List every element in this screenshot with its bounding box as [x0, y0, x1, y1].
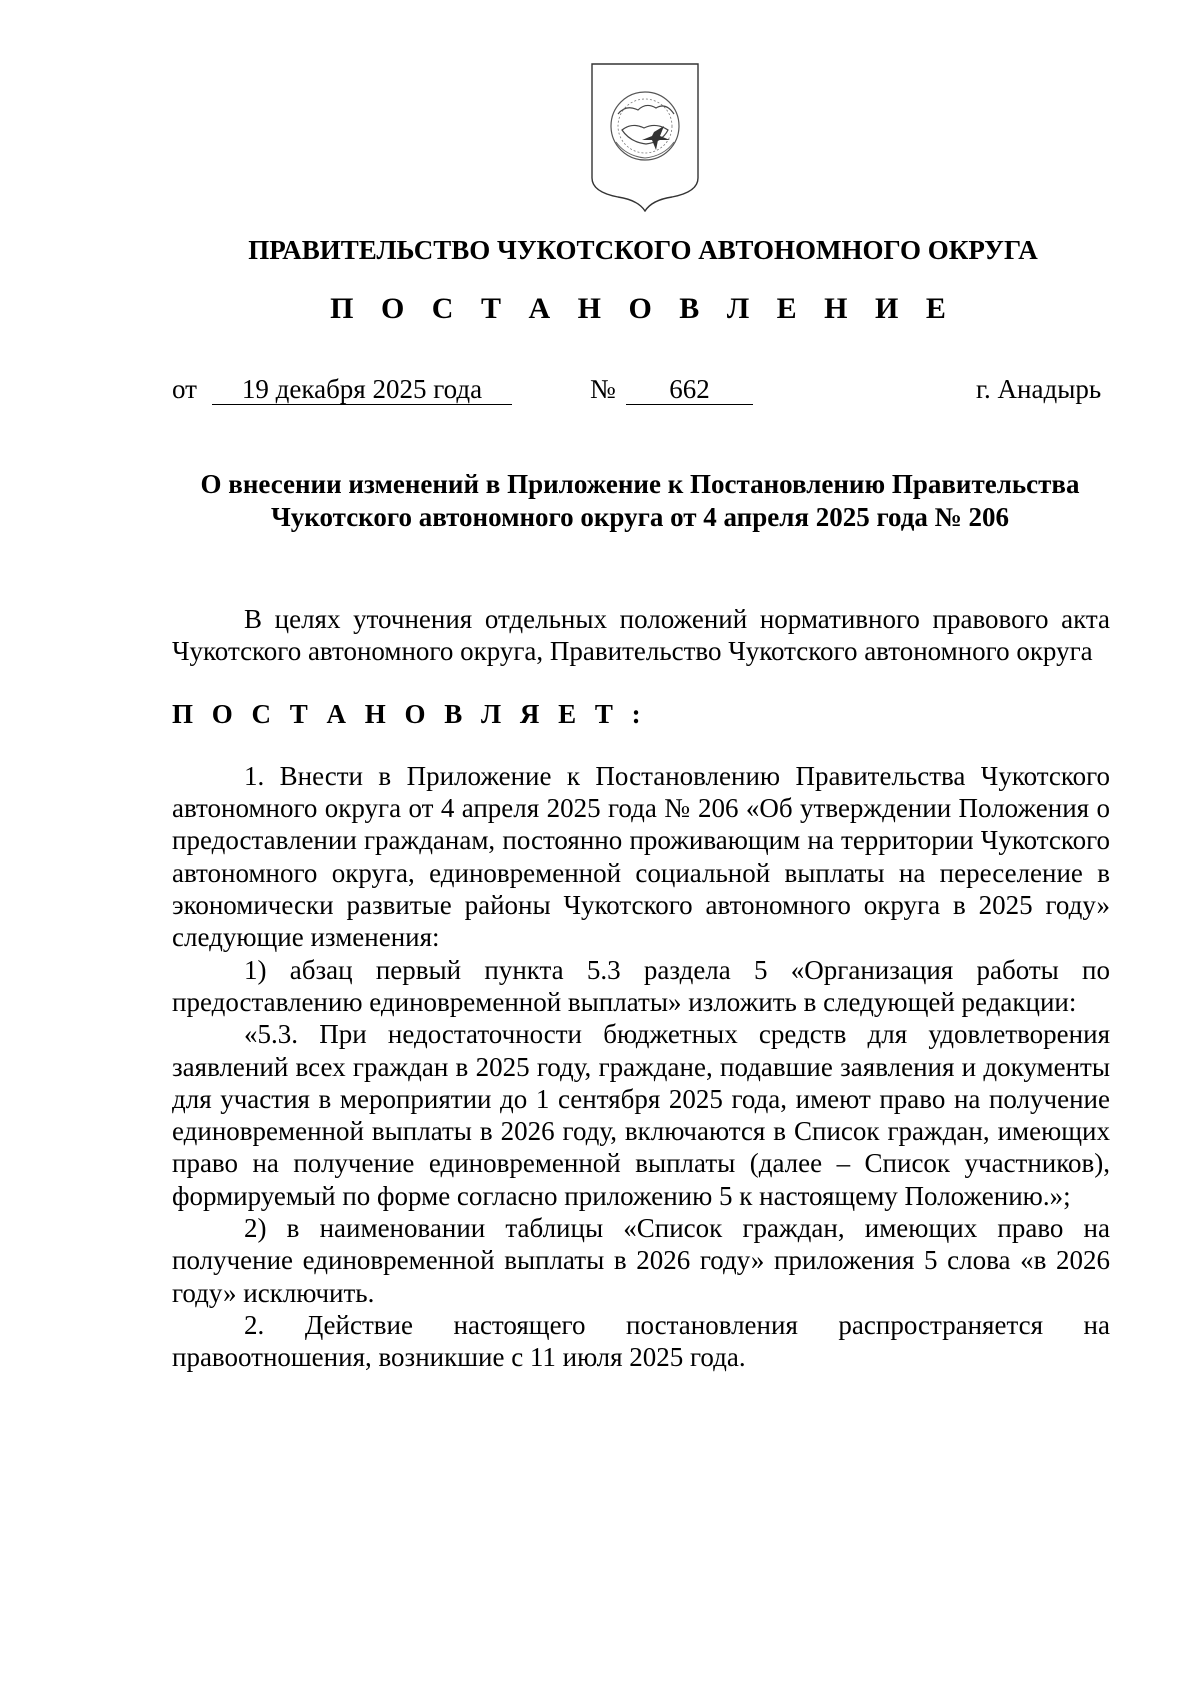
city: г. Анадырь [976, 374, 1102, 404]
date-prefix: от [172, 374, 197, 404]
document-body [172, 603, 1110, 1374]
paragraph-1: 1. Внести в Приложение к Постановлению Правительства Чукотского автономного округа от 4 апреля 2025 года № 206 «Об утверждении Положения о предоставлении гражданам, постоянно проживающим на территории Чукотского автономного округа, единовременной социальной выплаты на переселение в экономически развитые районы Чукотского автономного округа в 2025 году» следующие изменения: [172, 760, 1110, 953]
document-date: 19 декабря 2025 года [212, 374, 512, 405]
document-type-heading: П О С Т А Н О В Л Е Н И Е [330, 292, 956, 325]
title-line-1: О внесении изменений в Приложение к Постановлению Правительства [200, 469, 1080, 499]
document-title [160, 468, 1120, 534]
paragraph-2: 2. Действие настоящего постановления распространяется на правоотношения, возникшие с 11 июля 2025 года. [172, 1309, 1110, 1373]
organization-heading: ПРАВИТЕЛЬСТВО ЧУКОТСКОГО АВТОНОМНОГО ОКРУГА [248, 235, 1038, 265]
preamble: В целях уточнения отдельных положений нормативного правового акта Чукотского автономного округа, Правительство Чукотского автономного округа [172, 604, 1110, 667]
number-prefix: № [590, 374, 616, 404]
decree-word: П О С Т А Н О В Л Я Е Т : [172, 698, 647, 729]
title-line-2: Чукотского автономного округа от 4 апреля 2025 года № 206 [270, 502, 1010, 532]
document-number: 662 [626, 374, 753, 405]
coat-of-arms-emblem [586, 60, 704, 212]
paragraph-1-item-1: 1) абзац первый пункта 5.3 раздела 5 «Организация работы по предоставлению единовременной выплаты» изложить в следующей редакции: [172, 954, 1110, 1017]
paragraph-1-item-2: 2) в наименовании таблицы «Список граждан, имеющих право на получение единовременной выплаты в 2026 году» приложения 5 слова «в 2026 году» исключить. [172, 1213, 1110, 1308]
paragraph-1-item-1-text: «5.3. При недостаточности бюджетных средств для удовлетворения заявлений всех граждан в 2025 году, граждане, подавшие заявления и документы для участия в мероприятии до 1 сентября 2025 года, имеют право на получение единовременной выплаты в 2026 году, включаются в Список граждан, имеющих право на получение единовременной выплаты (далее – Список участников), формируемый по форме согласно приложению 5 к настоящему Положению.»; [172, 1019, 1110, 1211]
